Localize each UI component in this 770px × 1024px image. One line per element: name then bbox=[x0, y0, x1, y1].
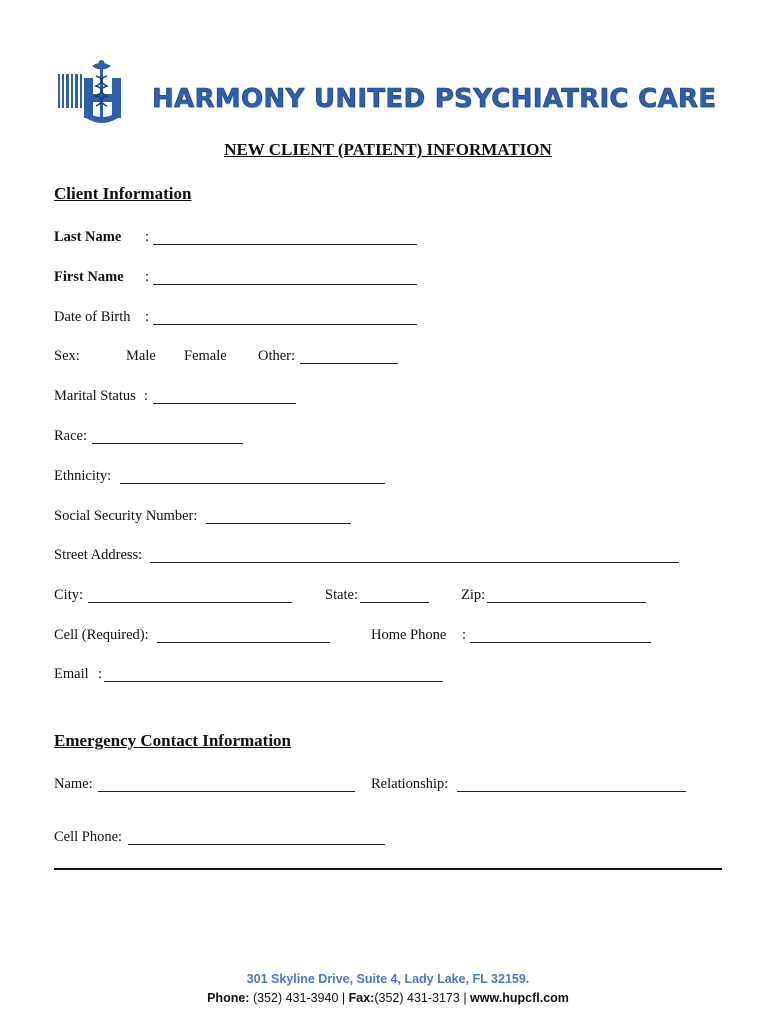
dob-colon: : bbox=[145, 309, 150, 325]
email-field[interactable] bbox=[104, 681, 443, 682]
dob-label: Date of Birth bbox=[54, 309, 131, 325]
state-label: State: bbox=[325, 587, 359, 603]
sex-label: Sex: bbox=[54, 348, 80, 364]
sex-option-male[interactable]: Male bbox=[126, 348, 156, 364]
footer-website-link[interactable]: www.hupcfl.com bbox=[470, 991, 569, 1005]
race-field[interactable] bbox=[92, 443, 243, 444]
cell-label: Cell (Required): bbox=[54, 627, 149, 643]
marital-status-colon: : bbox=[144, 388, 149, 404]
emergency-cell-label: Cell Phone: bbox=[54, 829, 123, 845]
footer-contact bbox=[0, 991, 770, 1005]
last-name-colon: : bbox=[145, 229, 150, 245]
home-phone-field[interactable] bbox=[470, 642, 651, 643]
logo bbox=[56, 58, 140, 124]
footer-address: 301 Skyline Drive, Suite 4, Lady Lake, FL 32159. bbox=[246, 972, 530, 986]
org-name: HARMONY UNITED PSYCHIATRIC CARE bbox=[152, 84, 717, 114]
sex-other-field[interactable] bbox=[300, 363, 398, 364]
city-field[interactable] bbox=[88, 602, 292, 603]
last-name-field[interactable] bbox=[153, 244, 417, 245]
state-field[interactable] bbox=[360, 602, 429, 603]
ethnicity-label: Ethnicity: bbox=[54, 468, 112, 484]
footer-fax-label: Fax: bbox=[348, 991, 375, 1005]
emergency-contact-heading: Emergency Contact Information bbox=[54, 731, 292, 750]
sex-option-other-label: Other: bbox=[258, 348, 296, 364]
email-colon: : bbox=[98, 666, 103, 682]
last-name-label: Last Name bbox=[54, 229, 122, 245]
footer-phone-label: Phone: bbox=[207, 991, 250, 1005]
city-label: City: bbox=[54, 587, 84, 603]
marital-status-field[interactable] bbox=[153, 403, 296, 404]
ssn-label: Social Security Number: bbox=[54, 508, 198, 524]
caduceus-logo-icon bbox=[56, 58, 140, 124]
first-name-field[interactable] bbox=[153, 284, 417, 285]
cell-field[interactable] bbox=[157, 642, 330, 643]
email-label: Email bbox=[54, 666, 89, 682]
footer-fax-value: (352) 431-3173 bbox=[374, 991, 460, 1005]
emergency-name-label: Name: bbox=[54, 776, 93, 792]
sex-option-female[interactable]: Female bbox=[184, 348, 227, 364]
zip-field[interactable] bbox=[487, 602, 646, 603]
first-name-label: First Name bbox=[54, 269, 124, 285]
footer-separator: | bbox=[463, 991, 467, 1005]
relationship-field[interactable] bbox=[457, 791, 686, 792]
street-address-label: Street Address: bbox=[54, 547, 143, 563]
home-phone-label: Home Phone bbox=[371, 627, 447, 643]
emergency-name-field[interactable] bbox=[98, 791, 355, 792]
street-address-field[interactable] bbox=[150, 562, 679, 563]
relationship-label: Relationship: bbox=[371, 776, 449, 792]
home-phone-colon: : bbox=[462, 627, 467, 643]
ethnicity-field[interactable] bbox=[120, 483, 385, 484]
footer-phone-value: (352) 431-3940 bbox=[252, 991, 339, 1005]
section-divider bbox=[54, 868, 722, 870]
footer-separator: | bbox=[341, 991, 346, 1005]
form-title: NEW CLIENT (PATIENT) INFORMATION bbox=[224, 140, 552, 159]
emergency-cell-field[interactable] bbox=[128, 844, 385, 845]
marital-status-label: Marital Status bbox=[54, 388, 136, 404]
zip-label: Zip: bbox=[461, 587, 486, 603]
dob-field[interactable] bbox=[153, 324, 417, 325]
first-name-colon: : bbox=[145, 269, 150, 285]
client-info-heading: Client Information bbox=[54, 184, 192, 203]
ssn-field[interactable] bbox=[206, 523, 351, 524]
race-label: Race: bbox=[54, 428, 88, 444]
